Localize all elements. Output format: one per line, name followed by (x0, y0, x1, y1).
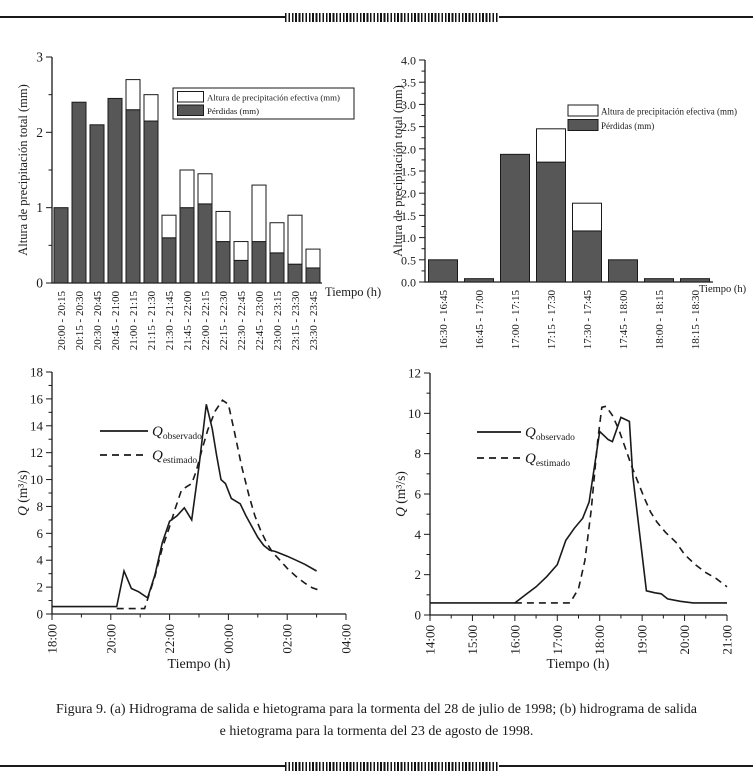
y-axis-title: Q (m³/s) (15, 470, 30, 516)
bar-efectiva (573, 203, 602, 231)
y-tick-label: 4.0 (401, 53, 416, 68)
x-category-label: 21:30 - 21:45 (164, 291, 176, 351)
y-tick-label: 8 (414, 446, 421, 462)
x-tick-label: 00:00 (220, 624, 236, 654)
legend (568, 105, 737, 131)
y-tick-label: 3 (36, 49, 43, 65)
x-category-label: 21:15 - 21:30 (146, 291, 158, 351)
x-category-label: 17:00 - 17:15 (510, 290, 522, 350)
bar-perdidas (180, 208, 194, 283)
bar-perdidas (501, 154, 530, 282)
x-tick-label: 22:00 (162, 624, 178, 654)
legend-swatch (568, 105, 598, 116)
x-tick-label: 18:00 (44, 624, 60, 654)
x-category-label: 22:45 - 23:00 (254, 291, 266, 351)
legend-label: Pérdidas (mm) (207, 106, 260, 116)
bar-perdidas (108, 98, 122, 283)
y-tick-label: 4 (414, 526, 421, 542)
x-category-label: 20:45 - 21:00 (110, 291, 122, 351)
x-category-label: 23:15 - 23:30 (290, 291, 302, 351)
x-tick-label: 20:00 (677, 625, 693, 655)
y-tick-label: 14 (30, 418, 43, 434)
x-category-label: 23:30 - 23:45 (308, 291, 320, 351)
chart-hidrograma-agosto (393, 366, 735, 673)
x-category-label: 18:15 - 18:30 (690, 290, 702, 350)
y-tick-label: 2 (414, 567, 421, 583)
x-tick-label: 19:00 (634, 625, 650, 655)
x-tick-label: 16:00 (507, 625, 523, 655)
x-category-label: 23:00 - 23:15 (272, 291, 284, 351)
x-category-label: 20:15 - 20:30 (74, 291, 86, 351)
bottom-border-pattern (285, 762, 499, 771)
y-tick-label: 10 (408, 405, 421, 421)
bar-perdidas (234, 260, 248, 283)
x-axis-title: Tiempo (h) (699, 284, 747, 295)
bar-efectiva (288, 215, 302, 264)
bar-perdidas (609, 260, 638, 282)
bar-efectiva (216, 211, 230, 241)
chart-hietograma-julio (16, 50, 381, 351)
bar-efectiva (162, 215, 176, 238)
bar-perdidas (537, 162, 566, 282)
bar-perdidas (306, 268, 320, 283)
y-tick-label: 2.5 (401, 120, 416, 135)
bar-perdidas (144, 121, 158, 283)
bar-perdidas (270, 253, 284, 283)
x-category-label: 22:30 - 22:45 (236, 291, 248, 351)
x-category-label: 22:00 - 22:15 (200, 291, 212, 351)
figure-caption-line1: Figura 9. (a) Hidrograma de salida e hietograma para la tormenta del 28 de julio de 1998; (b) hidrograma de salida (55, 702, 698, 717)
legend-swatch (178, 92, 204, 103)
y-tick-label: 0.5 (401, 253, 416, 268)
bar-efectiva (126, 80, 140, 110)
bar-perdidas (429, 260, 458, 282)
legend-label: $Q_{estimado}$ (152, 448, 198, 466)
x-category-label: 17:45 - 18:00 (618, 290, 630, 350)
x-category-label: 16:45 - 17:00 (474, 290, 486, 350)
bar-perdidas (90, 125, 104, 283)
bar-perdidas (645, 279, 674, 282)
x-tick-label: 14:00 (422, 625, 438, 655)
x-tick-label: 21:00 (719, 625, 735, 655)
bar-perdidas (198, 204, 212, 283)
figure-caption-line2: e hietograma para la tormenta del 23 de agosto de 1998. (219, 724, 534, 739)
y-tick-label: 2.0 (401, 142, 416, 157)
axes (425, 60, 713, 282)
y-axis-title: Q (m³/s) (393, 471, 408, 517)
x-tick-label: 18:00 (592, 625, 608, 655)
x-axis-title: Tiempo (h) (325, 285, 382, 299)
y-tick-label: 12 (408, 365, 421, 381)
x-tick-label: 15:00 (464, 625, 480, 655)
x-axis-title: Tiempo (h) (167, 657, 231, 672)
x-axis-title: Tiempo (h) (546, 657, 610, 672)
bar-perdidas (288, 264, 302, 283)
x-category-label: 20:00 - 20:15 (56, 291, 68, 351)
bar-efectiva (252, 185, 266, 242)
bottom-border-rule (0, 765, 753, 767)
y-tick-label: 6 (414, 486, 421, 502)
bar-efectiva (180, 170, 194, 208)
y-tick-label: 0.0 (401, 275, 416, 290)
y-tick-label: 12 (30, 445, 43, 461)
legend-swatch (178, 105, 204, 116)
bar-efectiva (234, 242, 248, 261)
y-tick-label: 18 (30, 364, 43, 380)
x-category-label: 21:45 - 22:00 (182, 291, 194, 351)
bar-perdidas (573, 231, 602, 282)
bar-perdidas (54, 208, 68, 283)
legend-label: Altura de precipitación efectiva (mm) (601, 106, 737, 117)
legend (477, 425, 575, 469)
axes (430, 373, 727, 615)
x-category-label: 22:15 - 22:30 (218, 291, 230, 351)
x-category-label: 18:00 - 18:15 (654, 290, 666, 350)
bar-perdidas (162, 238, 176, 283)
bar-perdidas (72, 102, 86, 283)
y-tick-label: 2 (36, 124, 43, 140)
bar-efectiva (537, 129, 566, 162)
figure-caption (0, 699, 753, 743)
y-axis-title: Altura de precipitación total (mm) (16, 84, 30, 256)
legend (173, 88, 354, 119)
x-tick-label: 02:00 (279, 624, 295, 654)
legend-label: $Q_{estimado}$ (525, 451, 571, 469)
y-tick-label: 16 (30, 391, 43, 407)
bar-efectiva (198, 174, 212, 204)
y-tick-label: 1.5 (401, 164, 416, 179)
y-tick-label: 0 (36, 275, 43, 291)
y-tick-label: 10 (30, 472, 43, 488)
y-tick-label: 1.5 (401, 208, 416, 223)
y-tick-label: 1 (36, 200, 43, 216)
legend-label: $Q_{observado}$ (525, 425, 575, 443)
bar-efectiva (306, 249, 320, 268)
y-tick-label: 2.0 (401, 186, 416, 201)
legend-swatch (568, 120, 598, 131)
bar-perdidas (681, 279, 710, 282)
axes (52, 372, 346, 614)
y-tick-label: 3.5 (401, 75, 416, 90)
x-tick-label: 20:00 (103, 624, 119, 654)
legend (100, 424, 202, 466)
y-axis-title: Altura de precipitación total (mm) (391, 85, 405, 257)
x-tick-label: 04:00 (338, 624, 354, 654)
y-tick-label: 4 (36, 552, 43, 568)
y-tick-label: 0 (414, 607, 421, 623)
bar-perdidas (465, 279, 494, 282)
legend-label: Pérdidas (mm) (601, 121, 655, 131)
y-tick-label: 2 (36, 579, 43, 595)
y-tick-label: 8 (36, 498, 43, 514)
y-tick-label: 0 (36, 606, 43, 622)
y-tick-label: 1.0 (401, 231, 416, 246)
x-category-label: 17:15 - 17:30 (546, 290, 558, 350)
chart-hietograma-agosto (391, 54, 747, 350)
x-category-label: 20:30 - 20:45 (92, 291, 104, 351)
legend-label: $Q_{observado}$ (152, 424, 202, 442)
y-tick-label: 3.0 (401, 97, 416, 112)
bar-efectiva (270, 223, 284, 253)
legend-label: Altura de precipitación efectiva (mm) (207, 92, 340, 103)
bar-perdidas (126, 110, 140, 283)
series-observado (430, 417, 727, 603)
bar-efectiva (144, 95, 158, 121)
bar-perdidas (216, 242, 230, 283)
x-category-label: 16:30 - 16:45 (438, 290, 450, 350)
bar-perdidas (252, 242, 266, 283)
x-category-label: 21:00 - 21:15 (128, 291, 140, 351)
x-tick-label: 17:00 (549, 625, 565, 655)
x-category-label: 17:30 - 17:45 (582, 290, 594, 350)
chart-hidrograma-julio (15, 365, 354, 673)
y-tick-label: 6 (36, 525, 43, 541)
